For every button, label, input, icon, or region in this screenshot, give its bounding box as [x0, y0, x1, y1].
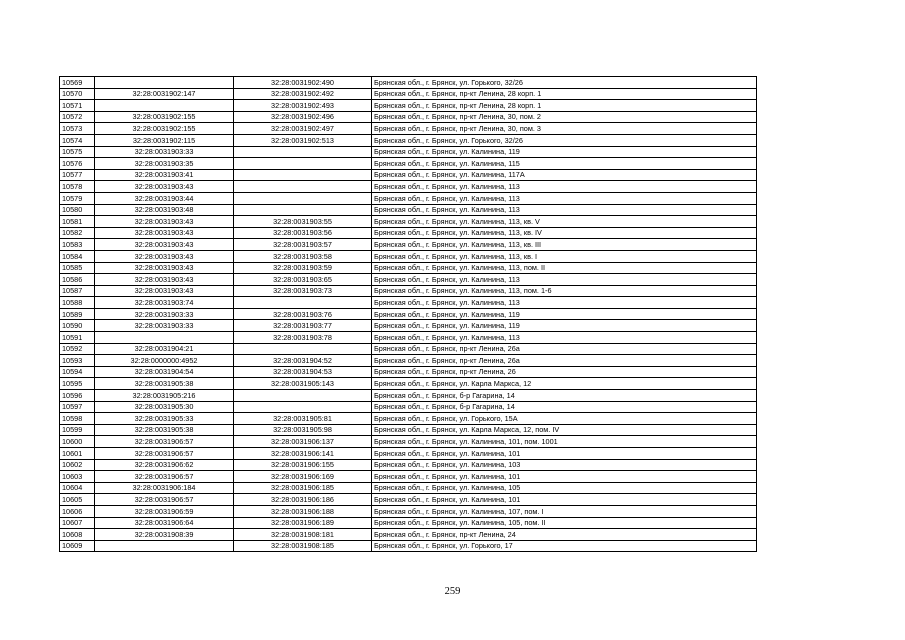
address-cell: Брянская обл., г. Брянск, ул. Калинина, 113 [372, 274, 757, 286]
address-cell: Брянская обл., г. Брянск, б-р Гагарина, 14 [372, 390, 757, 402]
table-row [60, 100, 757, 112]
parent-cadastral-number-cell: 32:28:0031903:43 [95, 285, 234, 297]
row-number-cell: 10592 [60, 343, 95, 355]
table-row [60, 250, 757, 262]
parent-cadastral-number-cell: 32:28:0031903:43 [95, 239, 234, 251]
table-row [60, 471, 757, 483]
address-cell: Брянская обл., г. Брянск, ул. Калинина, 113, кв. V [372, 216, 757, 228]
parent-cadastral-number-cell: 32:28:0031903:43 [95, 262, 234, 274]
address-cell: Брянская обл., г. Брянск, ул. Калинина, 101 [372, 471, 757, 483]
row-number-cell: 10594 [60, 366, 95, 378]
parent-cadastral-number-cell [95, 77, 234, 89]
cadastral-number-cell: 32:28:0031903:73 [234, 285, 372, 297]
table-row [60, 77, 757, 89]
row-number-cell: 10595 [60, 378, 95, 390]
cadastral-number-cell [234, 146, 372, 158]
table-row [60, 401, 757, 413]
cadastral-number-cell [234, 204, 372, 216]
address-cell: Брянская обл., г. Брянск, ул. Калинина, 107, пом. I [372, 505, 757, 517]
row-number-cell: 10582 [60, 227, 95, 239]
parent-cadastral-number-cell: 32:28:0031903:43 [95, 250, 234, 262]
parent-cadastral-number-cell: 32:28:0031902:115 [95, 134, 234, 146]
table-row [60, 540, 757, 552]
cadastral-number-cell: 32:28:0031904:53 [234, 366, 372, 378]
parent-cadastral-number-cell: 32:28:0031908:39 [95, 529, 234, 541]
table-row [60, 216, 757, 228]
cadastral-number-cell: 32:28:0031906:186 [234, 494, 372, 506]
row-number-cell: 10591 [60, 332, 95, 344]
address-cell: Брянская обл., г. Брянск, ул. Горького, 32/26 [372, 134, 757, 146]
cadastral-number-cell: 32:28:0031902:493 [234, 100, 372, 112]
cadastral-number-cell [234, 158, 372, 170]
row-number-cell: 10575 [60, 146, 95, 158]
cadastral-number-cell: 32:28:0031908:185 [234, 540, 372, 552]
address-cell: Брянская обл., г. Брянск, пр-кт Ленина, 24 [372, 529, 757, 541]
row-number-cell: 10576 [60, 158, 95, 170]
table-row [60, 378, 757, 390]
table-row [60, 332, 757, 344]
address-cell: Брянская обл., г. Брянск, ул. Калинина, 113, кв. III [372, 239, 757, 251]
address-cell: Брянская обл., г. Брянск, ул. Калинина, 113, кв. I [372, 250, 757, 262]
parent-cadastral-number-cell: 32:28:0031903:48 [95, 204, 234, 216]
table-row [60, 88, 757, 100]
address-cell: Брянская обл., г. Брянск, ул. Горького, 17 [372, 540, 757, 552]
parent-cadastral-number-cell: 32:28:0031906:57 [95, 471, 234, 483]
row-number-cell: 10597 [60, 401, 95, 413]
table-row [60, 517, 757, 529]
parent-cadastral-number-cell: 32:28:0031906:64 [95, 517, 234, 529]
row-number-cell: 10577 [60, 169, 95, 181]
row-number-cell: 10602 [60, 459, 95, 471]
cadastral-number-cell [234, 181, 372, 193]
parent-cadastral-number-cell: 32:28:0031902:155 [95, 111, 234, 123]
parent-cadastral-number-cell: 32:28:0031904:54 [95, 366, 234, 378]
cadastral-number-cell: 32:28:0031905:98 [234, 424, 372, 436]
cadastral-number-cell: 32:28:0031906:169 [234, 471, 372, 483]
address-cell: Брянская обл., г. Брянск, пр-кт Ленина, 26а [372, 343, 757, 355]
parent-cadastral-number-cell: 32:28:0000000:4952 [95, 355, 234, 367]
table-row [60, 355, 757, 367]
cadastral-number-cell: 32:28:0031903:55 [234, 216, 372, 228]
cadastral-number-cell [234, 343, 372, 355]
parent-cadastral-number-cell: 32:28:0031906:59 [95, 505, 234, 517]
parent-cadastral-number-cell: 32:28:0031905:216 [95, 390, 234, 402]
cadastral-number-cell: 32:28:0031902:497 [234, 123, 372, 135]
address-cell: Брянская обл., г. Брянск, ул. Карла Маркса, 12 [372, 378, 757, 390]
parent-cadastral-number-cell: 32:28:0031902:155 [95, 123, 234, 135]
table-row [60, 134, 757, 146]
address-cell: Брянская обл., г. Брянск, ул. Калинина, 115 [372, 158, 757, 170]
records-table [59, 76, 757, 552]
cadastral-number-cell [234, 192, 372, 204]
table-row [60, 146, 757, 158]
parent-cadastral-number-cell: 32:28:0031905:33 [95, 413, 234, 425]
cadastral-number-cell: 32:28:0031906:141 [234, 448, 372, 460]
row-number-cell: 10569 [60, 77, 95, 89]
row-number-cell: 10572 [60, 111, 95, 123]
cadastral-number-cell: 32:28:0031904:52 [234, 355, 372, 367]
address-cell: Брянская обл., г. Брянск, пр-кт Ленина, 28 корп. 1 [372, 100, 757, 112]
row-number-cell: 10587 [60, 285, 95, 297]
row-number-cell: 10598 [60, 413, 95, 425]
address-cell: Брянская обл., г. Брянск, ул. Калинина, 113 [372, 192, 757, 204]
cadastral-number-cell: 32:28:0031903:77 [234, 320, 372, 332]
table-row [60, 459, 757, 471]
address-cell: Брянская обл., г. Брянск, ул. Калинина, 119 [372, 320, 757, 332]
cadastral-number-cell: 32:28:0031902:496 [234, 111, 372, 123]
row-number-cell: 10589 [60, 308, 95, 320]
cadastral-number-cell: 32:28:0031903:76 [234, 308, 372, 320]
table-row [60, 366, 757, 378]
parent-cadastral-number-cell: 32:28:0031903:33 [95, 308, 234, 320]
parent-cadastral-number-cell: 32:28:0031906:57 [95, 436, 234, 448]
row-number-cell: 10596 [60, 390, 95, 402]
cadastral-number-cell: 32:28:0031902:513 [234, 134, 372, 146]
records-table-body [60, 77, 757, 552]
address-cell: Брянская обл., г. Брянск, ул. Калинина, 119 [372, 308, 757, 320]
address-cell: Брянская обл., г. Брянск, ул. Калинина, 113 [372, 204, 757, 216]
parent-cadastral-number-cell: 32:28:0031903:41 [95, 169, 234, 181]
cadastral-number-cell: 32:28:0031906:189 [234, 517, 372, 529]
address-cell: Брянская обл., г. Брянск, б-р Гагарина, 14 [372, 401, 757, 413]
row-number-cell: 10580 [60, 204, 95, 216]
parent-cadastral-number-cell [95, 540, 234, 552]
table-row [60, 262, 757, 274]
cadastral-number-cell: 32:28:0031906:137 [234, 436, 372, 448]
row-number-cell: 10578 [60, 181, 95, 193]
cadastral-number-cell: 32:28:0031903:56 [234, 227, 372, 239]
cadastral-number-cell [234, 169, 372, 181]
cadastral-number-cell: 32:28:0031905:143 [234, 378, 372, 390]
address-cell: Брянская обл., г. Брянск, пр-кт Ленина, 30, пом. 3 [372, 123, 757, 135]
row-number-cell: 10570 [60, 88, 95, 100]
cadastral-number-cell: 32:28:0031902:490 [234, 77, 372, 89]
address-cell: Брянская обл., г. Брянск, ул. Калинина, 113, пом. II [372, 262, 757, 274]
row-number-cell: 10607 [60, 517, 95, 529]
parent-cadastral-number-cell: 32:28:0031903:33 [95, 146, 234, 158]
table-row [60, 204, 757, 216]
row-number-cell: 10579 [60, 192, 95, 204]
row-number-cell: 10574 [60, 134, 95, 146]
table-row [60, 192, 757, 204]
table-row [60, 424, 757, 436]
cadastral-number-cell: 32:28:0031903:59 [234, 262, 372, 274]
row-number-cell: 10590 [60, 320, 95, 332]
address-cell: Брянская обл., г. Брянск, ул. Горького, 15А [372, 413, 757, 425]
row-number-cell: 10600 [60, 436, 95, 448]
parent-cadastral-number-cell: 32:28:0031905:30 [95, 401, 234, 413]
table-row [60, 227, 757, 239]
row-number-cell: 10573 [60, 123, 95, 135]
table-row [60, 308, 757, 320]
page-number: 259 [444, 586, 461, 597]
parent-cadastral-number-cell: 32:28:0031903:74 [95, 297, 234, 309]
row-number-cell: 10571 [60, 100, 95, 112]
table-row [60, 123, 757, 135]
cadastral-number-cell [234, 401, 372, 413]
cadastral-number-cell: 32:28:0031903:65 [234, 274, 372, 286]
address-cell: Брянская обл., г. Брянск, ул. Калинина, 101 [372, 494, 757, 506]
parent-cadastral-number-cell: 32:28:0031905:38 [95, 424, 234, 436]
cadastral-number-cell: 32:28:0031903:78 [234, 332, 372, 344]
address-cell: Брянская обл., г. Брянск, ул. Калинина, 119 [372, 146, 757, 158]
parent-cadastral-number-cell: 32:28:0031903:33 [95, 320, 234, 332]
table-row [60, 320, 757, 332]
row-number-cell: 10593 [60, 355, 95, 367]
row-number-cell: 10609 [60, 540, 95, 552]
parent-cadastral-number-cell: 32:28:0031906:57 [95, 448, 234, 460]
parent-cadastral-number-cell: 32:28:0031903:44 [95, 192, 234, 204]
cadastral-number-cell [234, 297, 372, 309]
cadastral-number-cell: 32:28:0031906:188 [234, 505, 372, 517]
parent-cadastral-number-cell: 32:28:0031903:43 [95, 227, 234, 239]
row-number-cell: 10605 [60, 494, 95, 506]
table-row [60, 285, 757, 297]
table-row [60, 158, 757, 170]
address-cell: Брянская обл., г. Брянск, ул. Калинина, 113, кв. IV [372, 227, 757, 239]
table-row [60, 111, 757, 123]
row-number-cell: 10603 [60, 471, 95, 483]
parent-cadastral-number-cell: 32:28:0031903:43 [95, 216, 234, 228]
table-row [60, 413, 757, 425]
cadastral-number-cell: 32:28:0031908:181 [234, 529, 372, 541]
address-cell: Брянская обл., г. Брянск, ул. Калинина, 113 [372, 181, 757, 193]
address-cell: Брянская обл., г. Брянск, ул. Калинина, 113 [372, 332, 757, 344]
parent-cadastral-number-cell: 32:28:0031903:43 [95, 274, 234, 286]
table-row [60, 482, 757, 494]
table-row [60, 169, 757, 181]
address-cell: Брянская обл., г. Брянск, ул. Калинина, 105, пом. II [372, 517, 757, 529]
table-row [60, 343, 757, 355]
table-row [60, 390, 757, 402]
row-number-cell: 10581 [60, 216, 95, 228]
address-cell: Брянская обл., г. Брянск, ул. Карла Маркса, 12, пом. IV [372, 424, 757, 436]
address-cell: Брянская обл., г. Брянск, пр-кт Ленина, 28 корп. 1 [372, 88, 757, 100]
row-number-cell: 10601 [60, 448, 95, 460]
parent-cadastral-number-cell: 32:28:0031904:21 [95, 343, 234, 355]
table-row [60, 529, 757, 541]
address-cell: Брянская обл., г. Брянск, ул. Калинина, 117А [372, 169, 757, 181]
table-row [60, 505, 757, 517]
row-number-cell: 10608 [60, 529, 95, 541]
table-row [60, 297, 757, 309]
table-row [60, 181, 757, 193]
table-row [60, 494, 757, 506]
parent-cadastral-number-cell: 32:28:0031906:62 [95, 459, 234, 471]
parent-cadastral-number-cell: 32:28:0031906:184 [95, 482, 234, 494]
address-cell: Брянская обл., г. Брянск, пр-кт Ленина, 26 [372, 366, 757, 378]
cadastral-number-cell: 32:28:0031906:185 [234, 482, 372, 494]
row-number-cell: 10588 [60, 297, 95, 309]
address-cell: Брянская обл., г. Брянск, ул. Калинина, 101 [372, 448, 757, 460]
table-row [60, 448, 757, 460]
address-cell: Брянская обл., г. Брянск, ул. Калинина, 105 [372, 482, 757, 494]
parent-cadastral-number-cell: 32:28:0031906:57 [95, 494, 234, 506]
cadastral-number-cell: 32:28:0031906:155 [234, 459, 372, 471]
parent-cadastral-number-cell [95, 332, 234, 344]
row-number-cell: 10583 [60, 239, 95, 251]
cadastral-number-cell: 32:28:0031905:81 [234, 413, 372, 425]
cadastral-number-cell: 32:28:0031903:57 [234, 239, 372, 251]
cadastral-number-cell: 32:28:0031902:492 [234, 88, 372, 100]
row-number-cell: 10599 [60, 424, 95, 436]
parent-cadastral-number-cell: 32:28:0031905:38 [95, 378, 234, 390]
cadastral-number-cell [234, 390, 372, 402]
row-number-cell: 10584 [60, 250, 95, 262]
address-cell: Брянская обл., г. Брянск, пр-кт Ленина, 30, пом. 2 [372, 111, 757, 123]
table-row [60, 239, 757, 251]
address-cell: Брянская обл., г. Брянск, ул. Горького, 32/26 [372, 77, 757, 89]
address-cell: Брянская обл., г. Брянск, ул. Калинина, 113 [372, 297, 757, 309]
address-cell: Брянская обл., г. Брянск, пр-кт Ленина, 26а [372, 355, 757, 367]
row-number-cell: 10604 [60, 482, 95, 494]
parent-cadastral-number-cell: 32:28:0031903:43 [95, 181, 234, 193]
address-cell: Брянская обл., г. Брянск, ул. Калинина, 113, пом. 1-6 [372, 285, 757, 297]
parent-cadastral-number-cell [95, 100, 234, 112]
row-number-cell: 10606 [60, 505, 95, 517]
table-row [60, 436, 757, 448]
parent-cadastral-number-cell: 32:28:0031902:147 [95, 88, 234, 100]
parent-cadastral-number-cell: 32:28:0031903:35 [95, 158, 234, 170]
row-number-cell: 10586 [60, 274, 95, 286]
address-cell: Брянская обл., г. Брянск, ул. Калинина, 101, пом. 1001 [372, 436, 757, 448]
address-cell: Брянская обл., г. Брянск, ул. Калинина, 103 [372, 459, 757, 471]
row-number-cell: 10585 [60, 262, 95, 274]
cadastral-number-cell: 32:28:0031903:58 [234, 250, 372, 262]
table-row [60, 274, 757, 286]
